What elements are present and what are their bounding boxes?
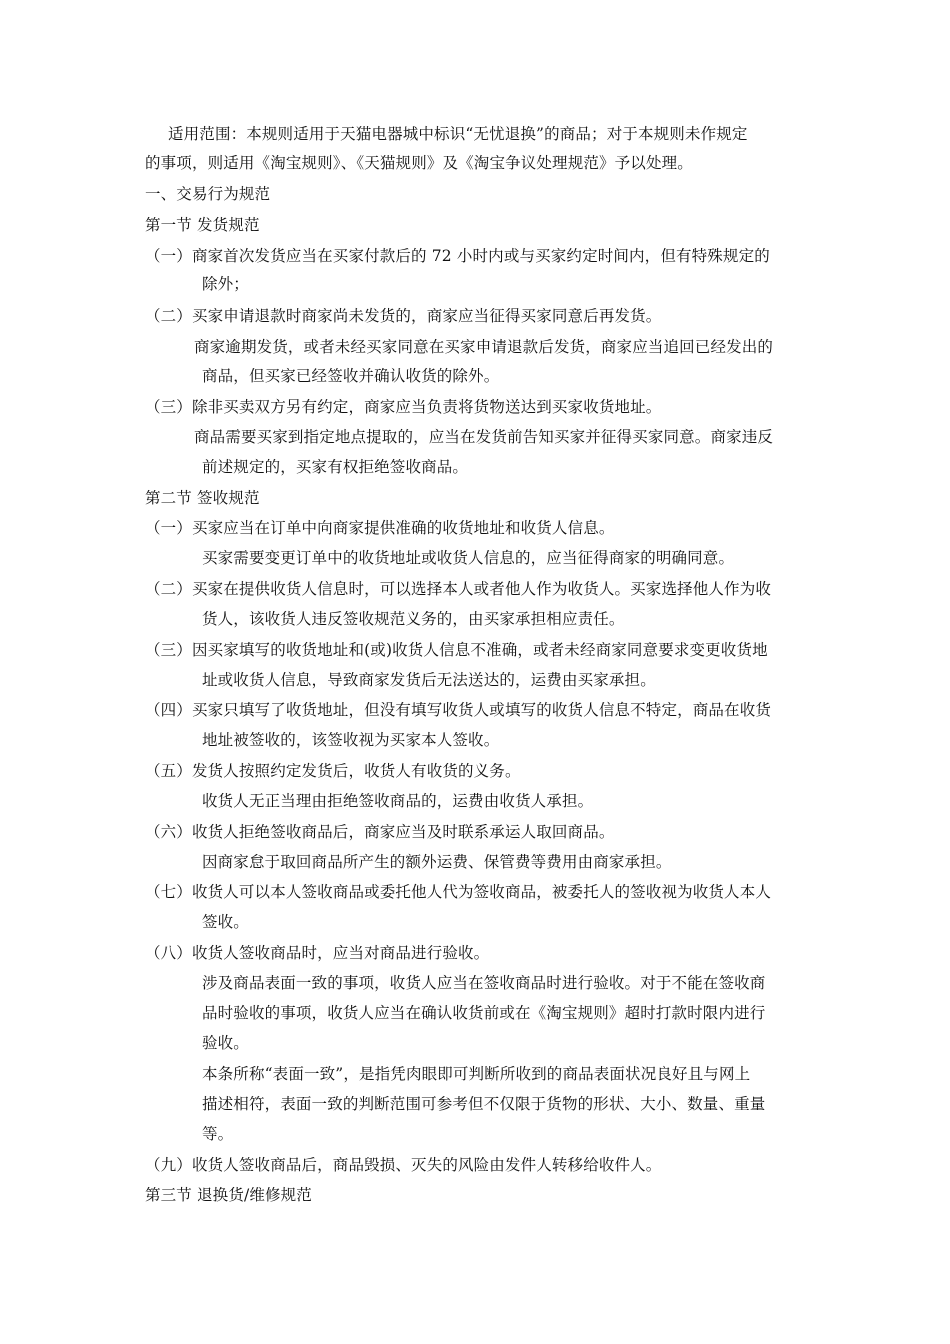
section-title: 第三节 退换货/维修规范 [145, 1186, 312, 1204]
clause-line: 签收。 [202, 913, 249, 931]
clause-paragraph: 因商家怠于取回商品所产生的额外运费、保管费等费用由商家承担。 [202, 853, 672, 871]
clause-paragraph: 涉及商品表面一致的事项，收货人应当在签收商品时进行验收。对于不能在签收商 [202, 974, 766, 992]
clause-paragraph: 等。 [202, 1125, 234, 1143]
clause-paragraph: 商品，但买家已经签收并确认收货的除外。 [202, 367, 500, 385]
clause-paragraph: 品时验收的事项，收货人应当在确认收货前或在《淘宝规则》超时打款时限内进行 [202, 1004, 766, 1022]
clause-paragraph: 验收。 [202, 1034, 249, 1052]
clause-line: （八）收货人签收商品时，应当对商品进行验收。 [145, 944, 490, 962]
clause-line: （九）收货人签收商品后，商品毁损、灭失的风险由发件人转移给收件人。 [145, 1156, 662, 1174]
clause-paragraph: 描述相符，表面一致的判断范围可参考但不仅限于货物的形状、大小、数量、重量 [202, 1095, 766, 1113]
clause-paragraph: 前述规定的，买家有权拒绝签收商品。 [202, 458, 469, 476]
section-title: 第一节 发货规范 [145, 216, 260, 234]
clause-line: 地址被签收的，该签收视为买家本人签收。 [202, 731, 500, 749]
clause-line: （六）收货人拒绝签收商品后，商家应当及时联系承运人取回商品。 [145, 823, 615, 841]
clause-line: 除外； [202, 275, 249, 293]
clause-line: （五）发货人按照约定发货后，收货人有收货的义务。 [145, 762, 521, 780]
clause-line: （四）买家只填写了收货地址，但没有填写收货人或填写的收货人信息不特定，商品在收货 [145, 701, 772, 719]
chapter-title: 一、交易行为规范 [145, 185, 271, 203]
clause-paragraph: 本条所称“表面一致”，是指凭肉眼即可判断所收到的商品表面状况良好且与网上 [202, 1065, 751, 1083]
intro-line: 适用范围：本规则适用于天猫电器城中标识“无忧退换”的商品；对于本规则未作规定 [168, 125, 748, 143]
clause-line: 货人，该收货人违反签收规范义务的，由买家承担相应责任。 [202, 610, 625, 628]
clause-line: （三）除非买卖双方另有约定，商家应当负责将货物送达到买家收货地址。 [145, 398, 662, 416]
clause-paragraph: 收货人无正当理由拒绝签收商品的，运费由收货人承担。 [202, 792, 594, 810]
clause-line: （七）收货人可以本人签收商品或委托他人代为签收商品，被委托人的签收视为收货人本人 [145, 883, 772, 901]
section-title: 第二节 签收规范 [145, 489, 260, 507]
clause-line: 址或收货人信息，导致商家发货后无法送达的，运费由买家承担。 [202, 671, 656, 689]
clause-paragraph: 买家需要变更订单中的收货地址或收货人信息的，应当征得商家的明确同意。 [202, 549, 735, 567]
clause-line: （一）商家首次发货应当在买家付款后的 72 小时内或与买家约定时间内，但有特殊规定的 [145, 247, 770, 265]
clause-line: （一）买家应当在订单中向商家提供准确的收货地址和收货人信息。 [145, 519, 615, 537]
clause-line: （二）买家申请退款时商家尚未发货的，商家应当征得买家同意后再发货。 [145, 307, 662, 325]
intro-line: 的事项，则适用《淘宝规则》、《天猫规则》及《淘宝争议处理规范》予以处理。 [145, 154, 693, 172]
clause-line: （二）买家在提供收货人信息时，可以选择本人或者他人作为收货人。买家选择他人作为收 [145, 580, 772, 598]
clause-paragraph: 商家逾期发货，或者未经买家同意在买家申请退款后发货，商家应当追回已经发出的 [194, 338, 774, 356]
clause-paragraph: 商品需要买家到指定地点提取的，应当在发货前告知买家并征得买家同意。商家违反 [194, 428, 774, 446]
clause-line: （三）因买家填写的收货地址和(或)收货人信息不准确，或者未经商家同意要求变更收货地 [145, 641, 768, 659]
